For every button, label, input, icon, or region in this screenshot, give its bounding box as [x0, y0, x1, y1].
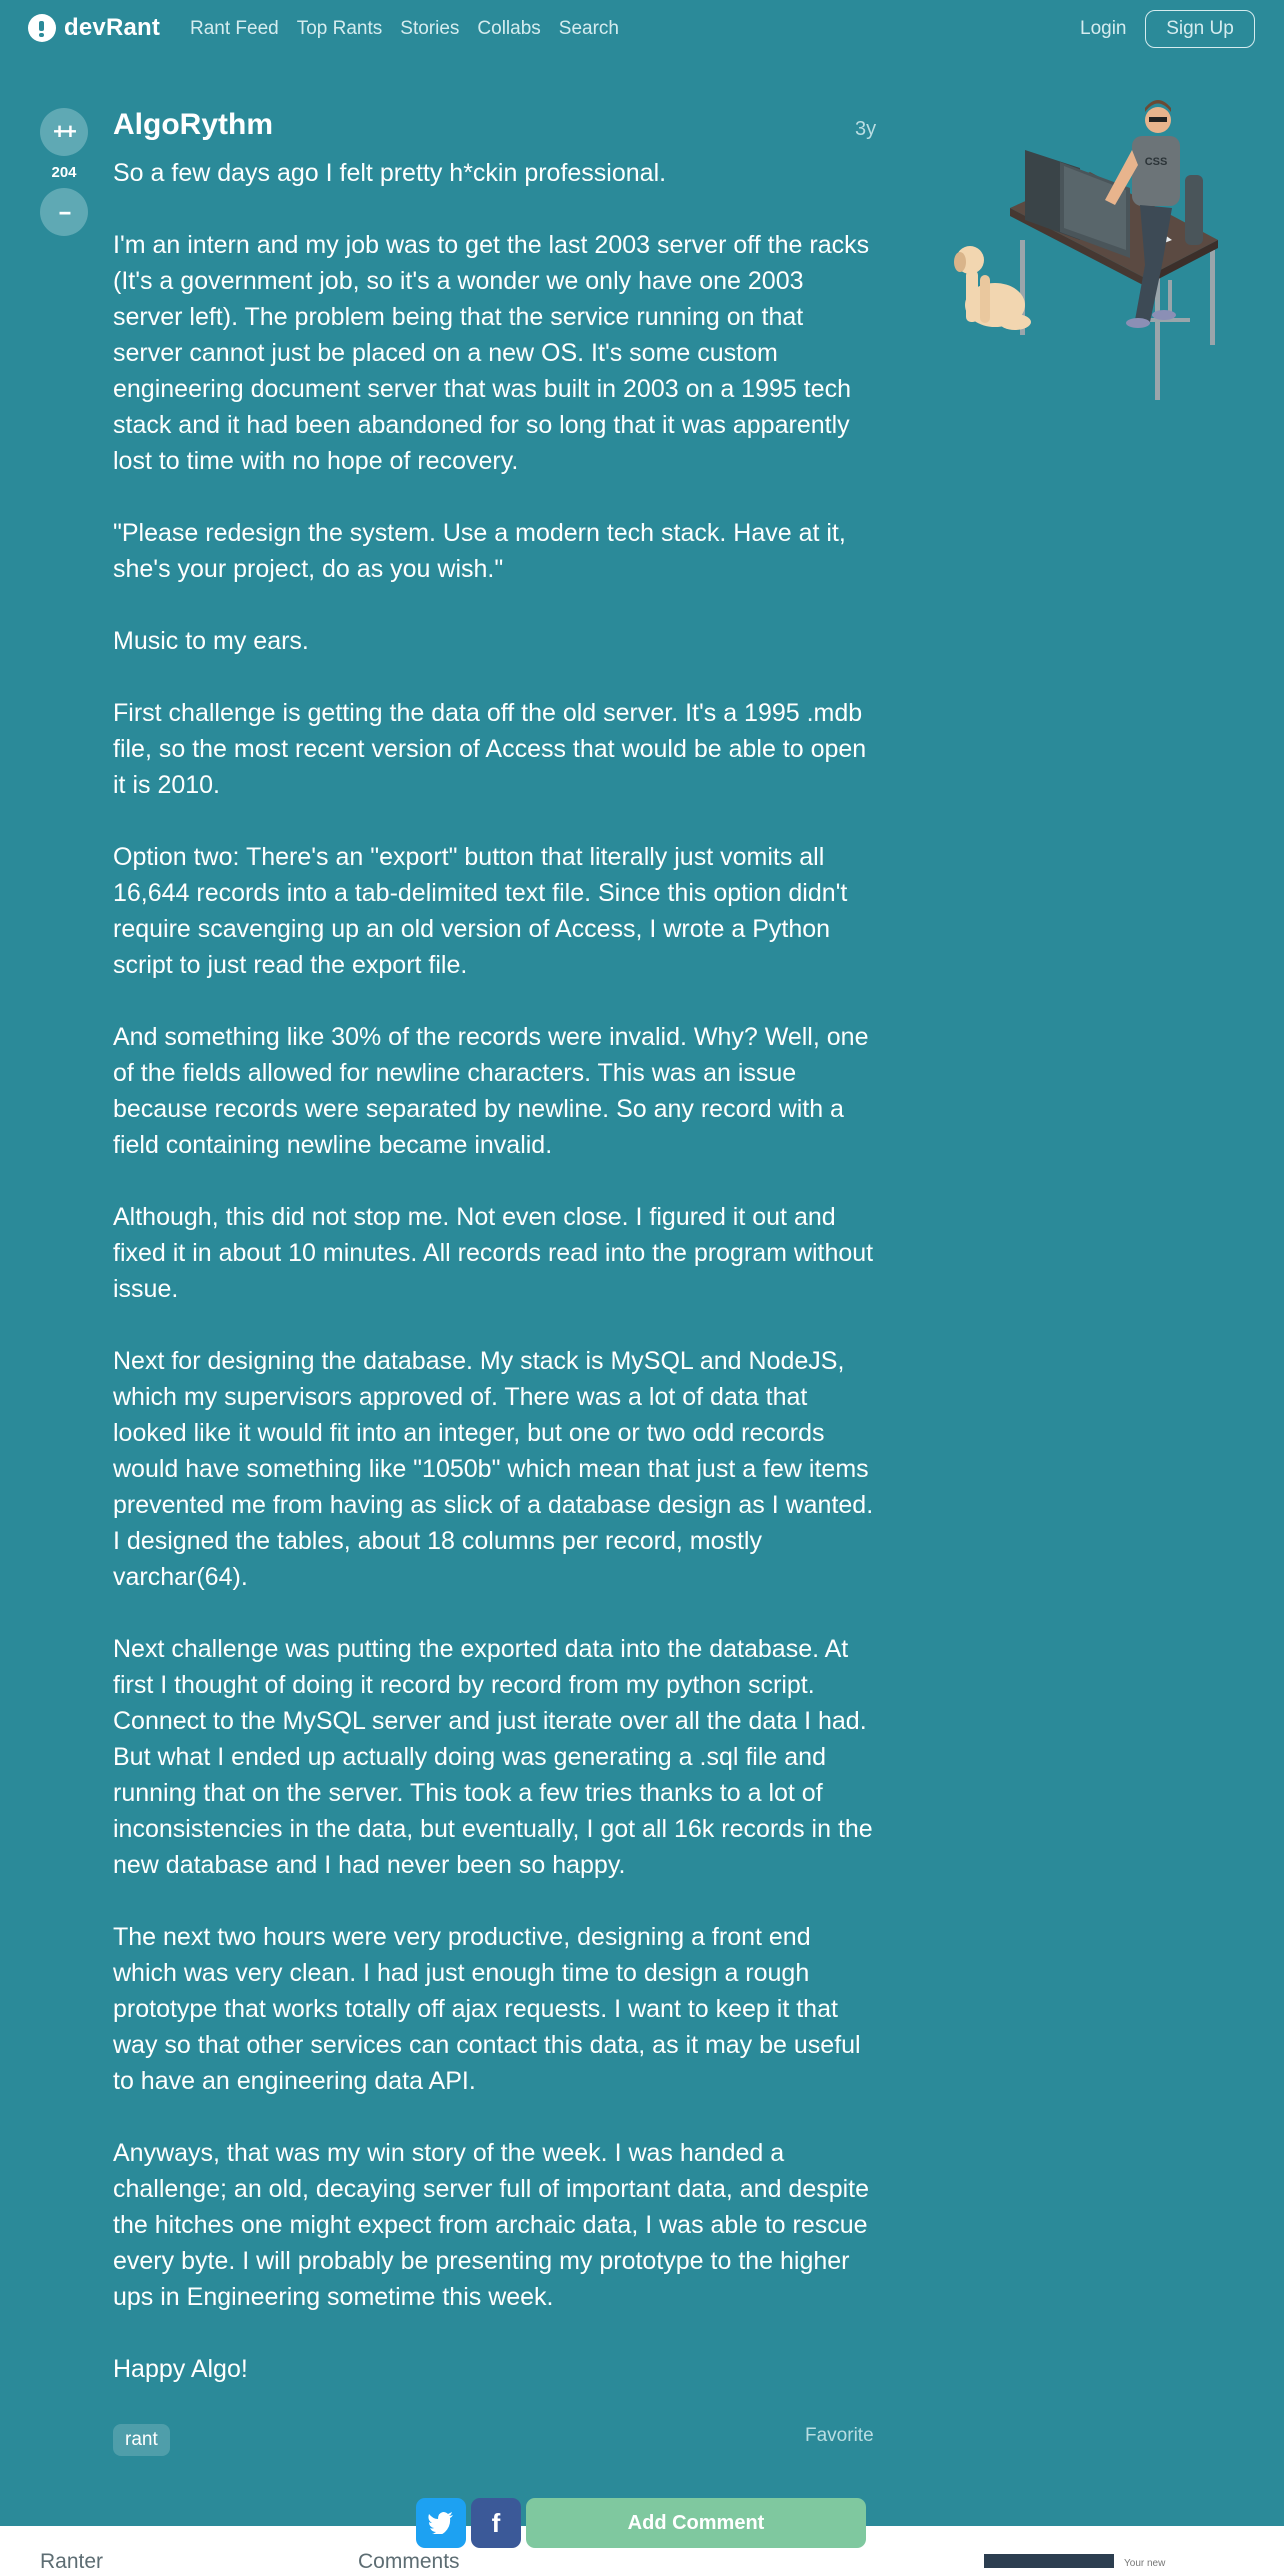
desk-leg [1210, 250, 1215, 345]
logo-icon [28, 14, 56, 42]
dog-haunch [999, 314, 1031, 330]
favorite-button[interactable]: Favorite [805, 2425, 874, 2446]
shirt-text: CSS [1144, 156, 1168, 168]
nav-link-stories[interactable]: Stories [400, 18, 460, 39]
tag-rant[interactable]: rant [113, 2424, 170, 2456]
person-shoe [1126, 318, 1150, 328]
dog-ear [954, 252, 966, 272]
twitter-icon [428, 2512, 454, 2534]
rant-time: 3y [855, 118, 877, 140]
top-nav [0, 0, 1284, 58]
person-shirt [1132, 136, 1180, 206]
nav-link-search[interactable]: Search [558, 18, 619, 39]
nav-link-rant-feed[interactable]: Rant Feed [190, 18, 279, 39]
chair-back [1185, 175, 1203, 245]
twitter-share-button[interactable] [416, 2498, 466, 2548]
nav-link-collabs[interactable]: Collabs [477, 18, 541, 39]
nav-link-top-rants[interactable]: Top Rants [296, 18, 383, 39]
vote-score: 204 [51, 164, 77, 181]
upvote-button[interactable]: ++ [40, 108, 88, 156]
developer-illustration [940, 90, 1225, 410]
person-shoe [1152, 310, 1176, 320]
promo-image[interactable] [984, 2554, 1114, 2568]
rant-username[interactable]: AlgoRythm [113, 108, 273, 141]
sunglasses [1149, 117, 1167, 122]
add-comment-button[interactable]: Add Comment [526, 2498, 866, 2548]
facebook-icon: f [491, 2507, 501, 2538]
rant-body: So a few days ago I felt pretty h*ckin professional. I'm an intern and my job was to get the last 2003 server off the racks (It's a government job, so it's a wonder we only have one 2003 server left). The problem being that the service running on that server cannot just be placed on a new OS. It's some custom engineering document server that was built in 2003 on a 1995 tech stack and it had been abandoned for so long that it was apparently lost to time with no hope of recovery. "Please redesign the system. Use a modern tech stack. Have at it, she's your project, do as you wish." Music to my ears. First challenge is getting the data off the old server. It's a 1995 .mdb file, so the most recent version of Access that would be able to open it is 2010. Option two: There's an "export" button that literally just vomits all 16,644 records into a tab-delimited text file. Since this option didn't require scavenging up an old version of Access, I wrote a Python script to just read the export file. And something like 30% of the records were invalid. Why? Well, one of the fields allowed for newline characters. This was an issue because records were separated by newline. So any record with a field containing newline became invalid. Although, this did not stop me. Not even close. I figured it out and fixed it in about 10 minutes. All records read into the program without issue. Next for designing the database. My stack is MySQL and NodeJS, which my supervisors approved of. There was a lot of data that looked like it would fit into an integer, but one or two odd records would have something like "1050b" which mean that just a few items prevented me from having as slick of a database design as I wanted. I designed the tables, about 18 columns per record, mostly varchar(64). Next challenge was putting the exported data into the database. At first I thought of doing it record by record from my python script. Connect to the MySQL server and just iterate over all the data I had. But what I ended up actually doing was generating a .sql file and running that on the server. This took a few tries thanks to a lot of inconsistencies in the data, but eventually, I got all 16k records in the new database and I had never been so happy. The next two hours were very productive, designing a front end which was very clean. I had just enough time to design a rough prototype that works totally off ajax requests. I want to keep it that way so that other services can contact this data, as it may be useful to have an engineering data API. Anyways, that was my win story of the week. I was handed a challenge; an old, decaying server full of important data, and despite the hitches one might expect from archaic data, I was able to rescue every byte. I will probably be presenting my prototype to the higher ups in Engineering sometime this week. Happy Algo! [113, 159, 874, 2383]
downvote-button[interactable]: -- [40, 188, 88, 236]
dog-leg [966, 270, 978, 322]
logo[interactable] [28, 14, 160, 42]
ranter-heading: Ranter [40, 2550, 104, 2568]
login-link[interactable]: Login [1080, 18, 1127, 39]
logo-text: devRant [64, 14, 161, 41]
dog-leg [980, 275, 990, 323]
promo-text: Your new [1124, 2558, 1166, 2568]
comments-heading: Comments [358, 2550, 460, 2568]
facebook-share-button[interactable] [471, 2498, 521, 2548]
signup-button[interactable]: Sign Up [1145, 10, 1255, 48]
nav-links [190, 18, 619, 40]
